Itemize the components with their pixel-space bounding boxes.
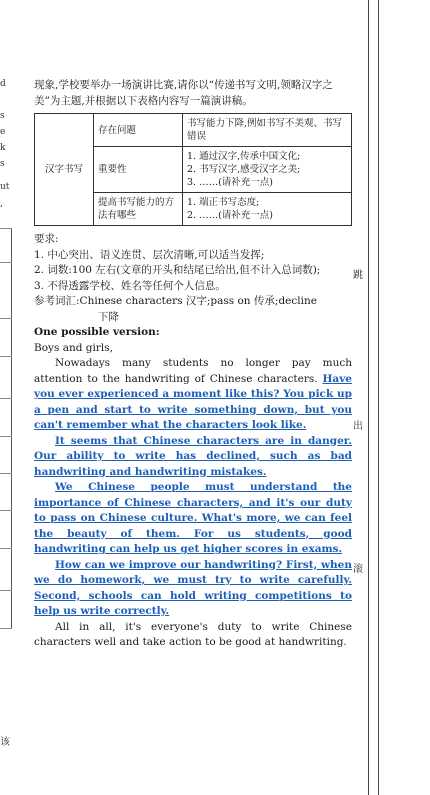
right-rule [378, 0, 379, 795]
essay-paragraph-4 [34, 558, 352, 620]
table-cell [183, 147, 352, 193]
task-intro: 现象,学校要举办一场演讲比赛,请你以“传递书写文明,领略汉字之美”为主题,并根据以下表格内容写一篇演讲稿。 [34, 79, 333, 107]
outline-table [34, 113, 352, 226]
left-fragment: ut [0, 182, 10, 192]
essay-answer-text: How can we improve our handwriting? First, when we do homework, we must try to write carefully. Second, schools can hold writing competitions to help us write correctly. [34, 558, 352, 617]
side-mark: 出 [353, 421, 363, 432]
left-fragment: 该 [0, 737, 10, 748]
vocabulary-line: 参考词汇:Chinese characters 汉字;pass on 传承;decline [34, 295, 317, 307]
left-fragment: e [0, 127, 6, 137]
essay-paragraph-1 [34, 356, 352, 434]
requirement-item: 1. 中心突出、语义连贯、层次清晰,可以适当发挥; [34, 248, 265, 261]
table-row-label: 提高书写能力的方法有哪些 [94, 193, 183, 226]
page-content [34, 78, 352, 651]
left-rule [0, 436, 12, 437]
left-rule [0, 628, 12, 629]
left-fragment: s [0, 111, 5, 121]
right-rule [368, 0, 369, 795]
left-rule [0, 228, 12, 229]
essay-paragraph-2 [34, 434, 352, 481]
side-mark: 跳 [353, 270, 363, 281]
answer-heading: One possible version: [34, 326, 160, 338]
left-rule [0, 262, 12, 263]
table-row-label: 存在问题 [94, 114, 183, 147]
left-rule [0, 548, 12, 549]
requirements-title: 要求: [34, 233, 59, 245]
left-fragment: s [0, 159, 5, 169]
requirement-item: 3. 不得透露学校、姓名等任何个人信息。 [34, 279, 226, 292]
left-rule [0, 473, 12, 474]
table-cell [183, 193, 352, 226]
left-rule [0, 510, 12, 511]
table-line: 1. 端正书写态度; [187, 197, 260, 208]
essay-paragraph-3 [34, 480, 352, 558]
table-row-label: 重要性 [94, 147, 183, 193]
table-line: 2. ……(请补充一点) [187, 210, 273, 221]
left-rule [0, 356, 12, 357]
essay-paragraph-5: All in all, it's everyone's duty to write Chinese characters well and take action to be good at handwriting. [34, 620, 352, 648]
table-cell [183, 114, 352, 147]
vocabulary-line: 下降 [98, 310, 119, 323]
essay-text: Nowadays many students no longer pay much attention to the handwriting of Chinese characters. [34, 357, 352, 385]
left-fragment: d [0, 79, 6, 89]
table-line: 3. ……(请补充一点) [187, 177, 273, 188]
essay-answer-text: We Chinese people must understand the importance of Chinese characters, and it's our duty to pass on Chinese culture. What's more, we can feel the beauty of them. For us students, good handwriting can help us get higher scores in exams. [34, 481, 352, 555]
essay-greeting: Boys and girls, [34, 341, 113, 354]
left-page-strip [0, 0, 14, 795]
left-rule [0, 590, 12, 591]
left-border [11, 228, 12, 628]
left-fragment: k [0, 143, 6, 153]
requirement-item: 2. 词数:100 左右(文章的开头和结尾已给出,但不计入总词数); [34, 264, 321, 276]
table-line: 书写能力下降,例如书写不美观、书写错误 [187, 118, 343, 142]
essay-answer-text: Have you ever experienced a moment like this? You pick up a pen and start to write something down, but you can't remember what the characters look like. [34, 372, 352, 431]
table-line: 1. 通过汉字,传承中国文化; [187, 151, 301, 162]
table-theme: 汉字书写 [35, 114, 94, 226]
left-rule [0, 318, 12, 319]
left-rule [0, 398, 12, 399]
left-fragment: , [0, 199, 3, 209]
side-mark: 滚 [353, 564, 363, 575]
essay-answer-text: It seems that Chinese characters are in danger. Our ability to write has declined, such as bad handwriting and handwriting mistakes. [34, 434, 352, 478]
table-line: 2. 书写汉字,感受汉字之美; [187, 164, 301, 175]
